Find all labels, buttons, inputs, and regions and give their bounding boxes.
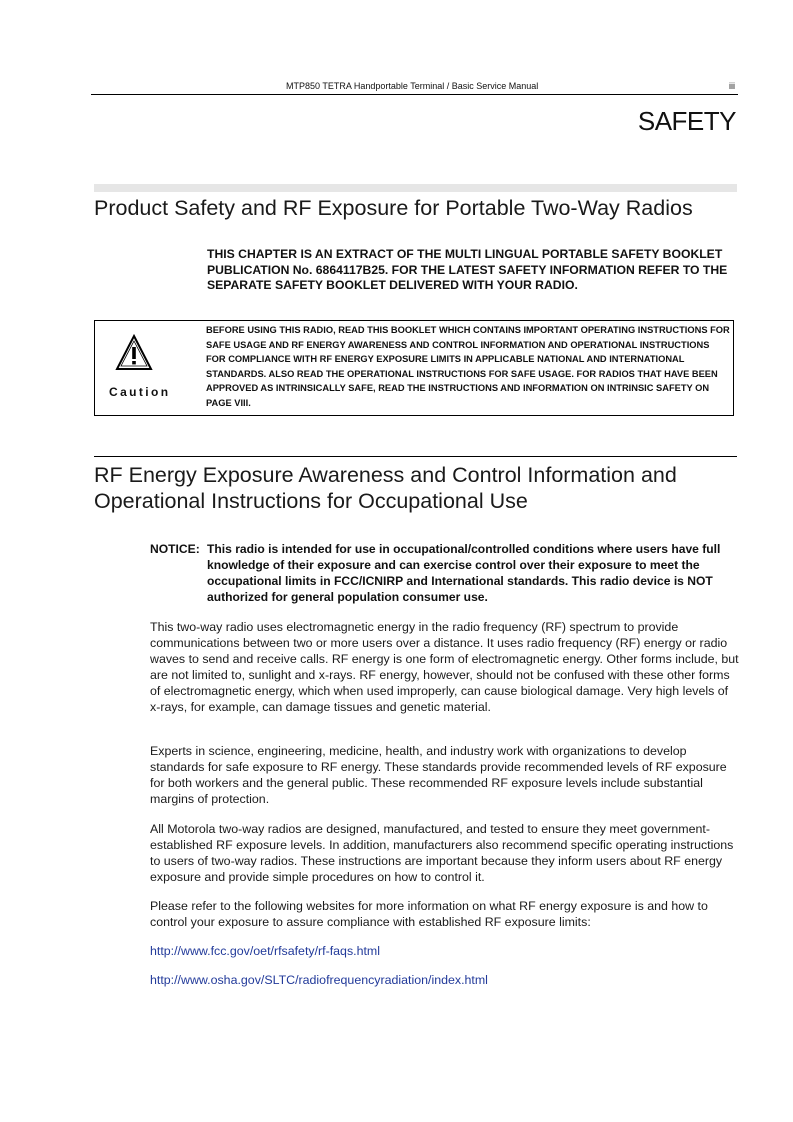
paragraph: This two-way radio uses electromagnetic energy in the radio frequency (RF) spectrum to provide communications between two or more users over a distance. It uses radio frequency (RF) energy or radio waves to send and receive calls. RF energy is one form of electromagnetic energy. Other forms include, but are not limited to, sunlight and x-rays. RF energy, however, should not be confused with these other forms of electromagnetic energy, which when used improperly, can cause biological damage. Very high levels of x-rays, for example, can damage tissues and genetic material. [150,620,739,715]
caution-box [94,320,734,416]
extract-notice: THIS CHAPTER IS AN EXTRACT OF THE MULTI LINGUAL PORTABLE SAFETY BOOKLET PUBLICATION No. 6864117B25. FOR THE LATEST SAFETY INFORMATION REFER TO THE SEPARATE SAFETY BOOKLET DELIVERED WITH YOUR RADIO. [207,247,728,292]
notice-text: This radio is intended for use in occupational/controlled conditions where users have full knowledge of their exposure and can exercise control over their exposure to meet the occupational limits in FCC/ICNIRP and International standards. This radio device is NOT authorized for general population consumer use. [207,542,721,604]
paragraph: All Motorola two-way radios are designed, manufactured, and tested to ensure they meet government-established RF exposure levels. In addition, manufacturers also recommend specific operating instructions to users of two-way radios. These instructions are important because they inform users about RF energy exposure and provide simple procedures on how to control it. [150,822,734,885]
section-divider-bar [94,184,737,192]
caution-text: BEFORE USING THIS RADIO, READ THIS BOOKLET WHICH CONTAINS IMPORTANT OPERATING INSTRUCTIONS FOR SAFE USAGE AND RF ENERGY AWARENESS AND CONTROL INFORMATION AND OPERATIONAL INSTRUCTIONS FOR COMPLIANCE WITH RF ENERGY EXPOSURE LIMITS IN APPLICABLE NATIONAL AND INTERNATIONAL STANDARDS. ALSO READ THE OPERATIONAL INSTRUCTIONS FOR SAFE USAGE. FOR RADIOS THAT HAVE BEEN APPROVED AS INTRINSICALLY SAFE, READ THE INSTRUCTIONS AND INFORMATION ON INTRINSIC SAFETY ON PAGE VIII. [206,325,730,408]
notice-block [150,541,740,605]
section-rule [94,456,737,457]
osha-link[interactable]: http://www.osha.gov/SLTC/radiofrequencyradiation/index.html [150,973,488,987]
section-heading-rf-exposure: RF Energy Exposure Awareness and Control Information and Operational Instructions for Occupational Use [94,463,677,513]
running-header [91,78,738,95]
caution-label: Caution [109,385,171,399]
section-heading-product-safety: Product Safety and RF Exposure for Portable Two-Way Radios [94,196,693,220]
warning-triangle-icon [114,333,154,373]
page-number: iii [729,81,735,91]
notice-label: NOTICE: [150,542,200,556]
fcc-link[interactable]: http://www.fcc.gov/oet/rfsafety/rf-faqs.html [150,944,380,958]
chapter-title: SAFETY [637,106,736,136]
paragraph: Experts in science, engineering, medicine, health, and industry work with organizations to develop standards for safe exposure to RF energy. These standards provide recommended levels of RF exposure for both workers and the general public. These recommended RF exposure levels include substantial margins of protection. [150,744,727,807]
manual-title: MTP850 TETRA Handportable Terminal / Basic Service Manual [286,81,539,91]
paragraph: Please refer to the following websites for more information on what RF energy exposure is and how to control your exposure to assure compliance with established RF exposure limits: [150,899,708,930]
